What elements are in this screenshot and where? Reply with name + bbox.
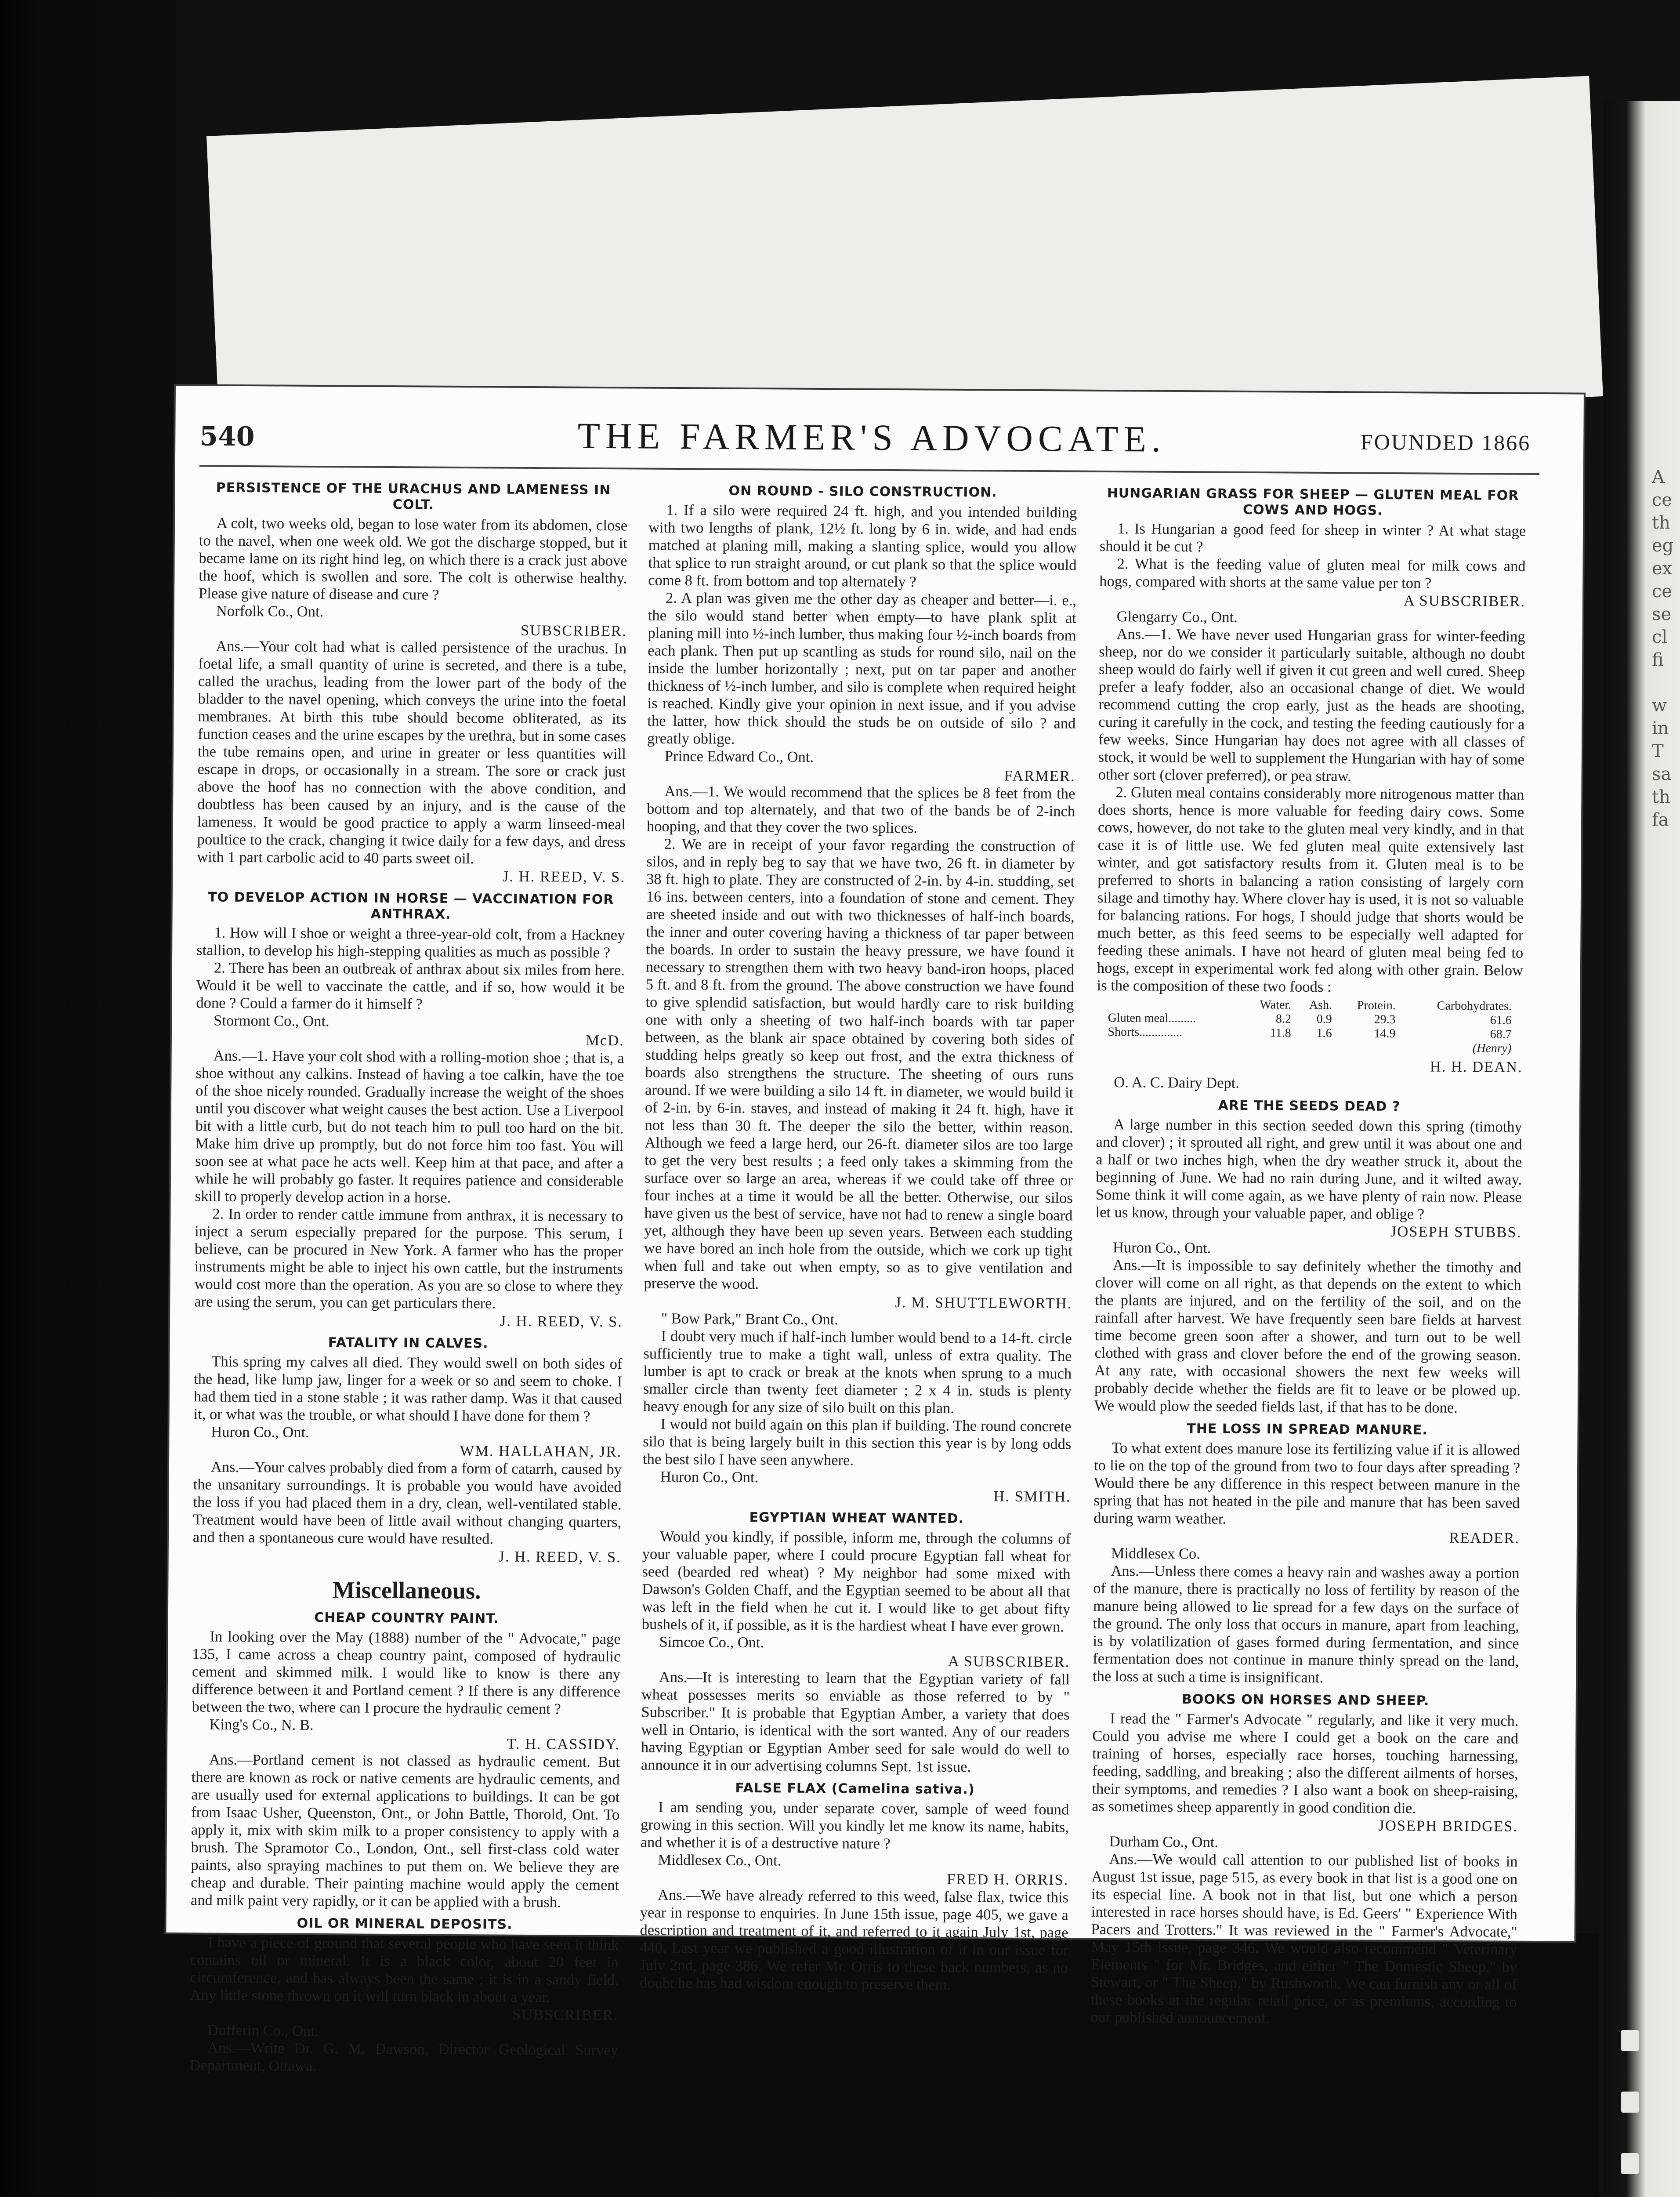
article-heading: CHEAP COUNTRY PAINT.	[314, 1610, 499, 1627]
answer-text: I would not build again on this plan if building. The round concrete silo that is being largely built in this section this year is by long odds the best silo I have seen anywhere.	[642, 1415, 1072, 1469]
article-heading: OIL OR MINERAL DEPOSITS.	[297, 1915, 513, 1932]
answer-text: Ans.—Unless there comes a heavy rain and washes away a portion of the manure, there is practically no loss of fertility by reason of the manure being allowed to lie spread for a few days on the surface of the ground. The only loss that occurs in manure, apart from leaching, is by volatilization of gases formed during fermentation, and since fermentation does not continue in manure thinly spread on the land, the loss at such a time is insignificant.	[1092, 1563, 1520, 1686]
article-heading: ARE THE SEEDS DEAD ?	[1218, 1098, 1401, 1115]
question-text: Would you kindly, if possible, inform me, through the columns of your valuable paper, where I could procure Egyptian fall wheat for seed (bearded red wheat) ? My neighbor had some mixed with Dawson's Golden Chaff, and the Egyptian seemed to be about all that was left in the field when he cut it. I would like to get about fifty bushels of it, if possible, as it is the hardiest wheat I have ever grown.	[641, 1528, 1071, 1635]
question-text: In looking over the May (1888) number of the " Advocate," page 135, I came across a cheap country paint, composed of hydraulic cement and skimmed milk. I would like to know is there any difference between it and Portland cement ? If there is any difference between the two, where can I procure the hydraulic cement ?	[192, 1628, 621, 1718]
question-text: This spring my calves all died. They would swell on both sides of the head, like lump jaw, linger for a week or so and seem to choke. I had them tied in a stone stable ; it was rather damp. Was it that caused it, or what was the trouble, or what should I have done for them ?	[193, 1353, 623, 1425]
table-cell: Gluten meal.........	[1108, 1011, 1196, 1026]
column-3	[1090, 479, 1526, 2029]
signature: READER.	[1449, 1529, 1520, 1547]
location-line: Glengarry Co., Ont.	[1116, 608, 1238, 626]
answer-text: Ans.—Portland cement is not classed as hydraulic cement. But there are known as rock or native cements are hydraulic cements, and are usually used for external applications to buildings. It can be got from Isaac Usher, Queenston, Ont., or John Battle, Thorold, Ont. To apply it, mix with skim milk to a proper consistency to apply with a brush. The Spramotor Co., London, Ont., sell first-class cold water paints, also spraying machines to put them on. We believe they are cheap and durable. Their painting machine would apply the cement and milk paint very rapidly, or it can be applied with a brush.	[190, 1751, 620, 1911]
film-sprocket-hole	[1621, 2092, 1639, 2113]
location-line: Durham Co., Ont.	[1109, 1833, 1219, 1851]
table-cell: 14.9	[1374, 1026, 1396, 1040]
answer-text: Ans.—Write Dr. G. M. Dawson, Director Geological Survey Department, Ottawa.	[189, 2039, 618, 2075]
location-line: Dufferin Co., Ont.	[207, 2022, 319, 2040]
adjacent-page-edge	[1604, 101, 1680, 2197]
table-cell: 68.7	[1490, 1027, 1512, 1041]
location-line: Stormont Co., Ont.	[214, 1012, 329, 1030]
article-heading: FATALITY IN CALVES.	[328, 1335, 489, 1352]
newspaper-page	[166, 386, 1583, 2075]
column-1	[190, 474, 628, 2077]
question-text: I read the " Farmer's Advocate " regularly, and like it very much. Could you advise me where I could get a book on the care and training of horses, especially race horses, touching harnessing, feeding, saddling, and breaking ; also the different ailments of horses, their symptoms, and remedies ? I also want a book on sheep-raising, as sometimes sheep apparently in good condition die.	[1092, 1710, 1519, 1817]
signature: WM. HALLAHAN, JR.	[460, 1442, 622, 1461]
question-text: 1. Is Hungarian a good feed for sheep in winter ? At what stage should it be cut ?	[1099, 520, 1526, 555]
founded-note: FOUNDED 1866	[1360, 429, 1531, 455]
signature: J. M. SHUTTLEWORTH.	[895, 1294, 1072, 1312]
adjacent-page-text: A ce th eg ex ce se cl fi w in T sa th fa	[1652, 467, 1674, 830]
table-cell: 1.6	[1316, 1026, 1332, 1040]
answer-text: Ans.—It is interesting to learn that the Egyptian variety of fall wheat possesses merits so enviable as those referred to by " Subscriber." It is probable that Egyptian Amber, a variety that does well in Ontario, is identical with the sort wanted. Any of our readers having Egyptian or Egyptian Amber seed for sale would do well to announce it in our advertising columns Sept. 1st issue.	[641, 1668, 1070, 1776]
signature: J. H. REED, V. S.	[498, 1548, 621, 1566]
table-header	[1105, 997, 1241, 1012]
feed-composition-table	[1105, 997, 1514, 1056]
answer-text: Ans.—Your calves probably died from a form of catarrh, caused by the unsanitary surroundings. It is probable you would have avoided the loss if you had placed them in a dry, clean, well-ventilated stable. Treatment would have been of little avail without changing quarters, and then a spontaneous cure would have resulted.	[192, 1458, 622, 1548]
answer-text: 2. Gluten meal contains considerably more nitrogenous matter than does shorts, hence is more valuable for feeding dairy cows. Some cows, however, do not take to the gluten meal very kindly, and in that case it is of little use. We fed gluten meal quite extensively last winter, and got satisfactory results from it. Gluten meal is to be preferred to shorts in balancing a ration consisting of largely corn silage and timothy hay. Where clover hay is used, it is not so valuable for balancing rations. For hogs, I should judge that shorts would be much better, as this feed seems to be especially well adapted for feeding these animals. I have not heard of gluten meal being fed to hogs, except in experimental work fed along with other grain. Below is the composition of these two foods :	[1097, 784, 1524, 996]
column-2	[640, 477, 1077, 1994]
answer-text: 2. In order to render cattle immune from anthrax, it is necessary to inject a serum especially prepared for the purpose. This serum, I believe, can be procured in New York. A farmer who has the proper instruments might be able to inject his own cattle, but the instruments would cost more than the operation. As you are so close to where they are using the serum, you can get particulars there.	[194, 1205, 623, 1312]
question-text: I am sending you, under separate cover, sample of weed found growing in this section. Will you kindly let me know its name, habits, and whether it is of a destructive nature ?	[640, 1798, 1069, 1852]
signature: H. H. DEAN.	[1430, 1058, 1523, 1076]
answer-text: Ans.—It is impossible to say definitely whether the timothy and clover will come on all right, as that depends on the extent to which the plants are injured, and on the fertility of the soil, and on the rainfall after harvest. We have frequently seen bare fields at harvest time become green soon after a shower, and turn out to be well clothed with grass and clover before the end of the growing season. At any rate, with occasional showers the next few weeks will probably decide whether the fields are fit to leave or be plowed up. We would plow the seeded fields last, if that has to be done.	[1094, 1257, 1521, 1416]
masthead	[199, 412, 1544, 469]
signature: SUBSCRIBER.	[512, 2006, 619, 2024]
article-heading: EGYPTIAN WHEAT WANTED.	[749, 1510, 964, 1527]
question-text: To what extent does manure lose its fertilizing value if it is allowed to lie on the top of the ground from two to four days after spreading ? Would there be any difference in this respect between manure in the spring that has not heated in the pile and manure that has been saved during warm weather.	[1093, 1439, 1521, 1527]
article-heading: TO DEVELOP ACTION IN HORSE — VACCINATION FOR ANTHRAX.	[208, 889, 614, 922]
signature: A SUBSCRIBER.	[948, 1653, 1070, 1671]
article-heading: ON ROUND - SILO CONSTRUCTION.	[728, 483, 997, 500]
table-note: (Henry)	[1472, 1041, 1512, 1055]
answer-text: Ans.—We have already referred to this weed, false flax, twice this year in response to enquiries. In June 15th issue, page 405, we gave a description and treatment of it, and referred to it again July 1st, page 440. Last year we published a good illustration of it in our issue for July 2nd, page 386. We refer Mr. Orris to these back numbers, as no doubt he has had wisdom enough to preserve them.	[639, 1886, 1069, 1993]
newspaper-title: THE FARMER'S ADVOCATE.	[577, 415, 1166, 460]
signature: J. H. REED, V. S.	[502, 868, 626, 886]
answer-text: Ans.—1. We have never used Hungarian grass for winter-feeding sheep, nor do we consider it particularly suitable, although no doubt sheep would do fairly well if given it cut green and well cured. Sheep prefer a leafy fodder, also an occasional change of diet. We would recommend cutting the crop early, just as the heads are shooting, curing it carefully in the cock, and testing the feeding cautiously for a few weeks. Since Hungarian hay does not agree with all classes of stock, it would be well to supplement the Hungarian with hay of some other sort (clover preferred), or pea straw.	[1098, 626, 1525, 785]
location-line: Middlesex Co., Ont.	[658, 1851, 782, 1869]
signature: T. H. CASSIDY.	[507, 1735, 620, 1753]
article-heading: PERSISTENCE OF THE URACHUS AND LAMENESS IN COLT.	[216, 480, 611, 513]
table-cell: 0.9	[1316, 1012, 1332, 1026]
question-text: 2. What is the feeding value of gluten meal for milk cows and hogs, compared with shorts at the same value per ton ?	[1099, 555, 1526, 592]
film-sprocket-hole	[1621, 2153, 1639, 2174]
table-row	[1105, 1025, 1514, 1042]
signature: FARMER.	[1004, 767, 1075, 785]
film-sprocket-hole	[1621, 2030, 1639, 2051]
answer-text: Ans.—We would call attention to our published list of books in August 1st issue, page 515, as every book in that list is a good one on its especial line. A book not in that list, but one which a person interested in race horses should have, is Ed. Geers' " Experience With Pacers and Trotters." It was reviewed in the " Farmer's Advocate," May 15th issue, page 346. We would also recommend " Veterinary Elements " for Mr. Bridges, and either " The Domestic Sheep," by Stewart, or " The Sheep," by Rushworth. We can furnish any or all of these books at the regular retail price, or as premiums, according to our published announcement.	[1090, 1851, 1518, 2027]
location-line: Huron Co., Ont.	[1112, 1239, 1211, 1257]
article-heading: BOOKS ON HORSES AND SHEEP.	[1182, 1692, 1430, 1709]
signature: J. H. REED, V. S.	[500, 1312, 623, 1331]
location-line: Huron Co., Ont.	[660, 1468, 759, 1486]
signature: McD.	[586, 1032, 625, 1049]
signature: H. SMITH.	[993, 1488, 1071, 1505]
signature: JOSEPH STUBBS.	[1390, 1223, 1522, 1241]
location-line: O. A. C. Dairy Dept.	[1114, 1074, 1240, 1091]
answer-text: I doubt very much if half-inch lumber would bend to a 14-ft. circle sufficiently true to make a tight wall, unless of extra quality. The lumber is apt to crack or break at the knots when sprung to a much smaller circle than twenty feet diameter ; 2 x 4 in. studs is plenty heavy enough for any size of silo built on this plan.	[643, 1327, 1072, 1417]
location-line: " Bow Park," Brant Co., Ont.	[661, 1310, 839, 1328]
answer-text: Ans.—Your colt had what is called persistence of the urachus. In foetal life, a small quantity of urine is secreted, and there is a tube, called the urachus, leading from the lower part of the body of the bladder to the navel opening, which conveys the urine into the foetal membranes. At birth this tube should become obliterated, as its function ceases and the urine escapes by the urethra, but in some cases the tube remains open, and urine in greater or less quantities will escape in drops, or occasionally in a stream. The sore or crack just above the hoof has no connection with the above condition, and doubtless has been caused by an injury, and is the cause of the lameness. It would be good practice to apply a warm linseed-meal poultice to the crack, changing it twice daily for a few days, and dress with 1 part carbolic acid to 40 parts sweet oil.	[197, 638, 627, 867]
table-cell: 11.8	[1270, 1026, 1291, 1040]
page-number: 540	[199, 421, 255, 453]
question-text: A colt, two weeks old, began to lose water from its abdomen, close to the navel, when one week old. We got the discharge stopped, but it became lame on its right hind leg, on which there is a crack just above the hoof, which is swollen and sore. The colt is otherwise healthy. Please give nature of disease and cure ?	[198, 515, 628, 603]
question-text: 2. A plan was given me the other day as cheaper and better—i. e., the silo would stand better when empty—to have plank split at planing mill into ½-inch lumber, thus making four ½-inch boards from each plank. Then put up scantling as studs for round silo, nail on the inside the lumber horizontally ; next, put on tar paper and another thickness of ½-inch lumber, and silo is complete when required height is reached. Kindly give your opinion in next issue, and if you advise the latter, how thick should the studs be on outside of silo ? and greatly oblige.	[647, 589, 1077, 747]
location-line: Middlesex Co.	[1111, 1545, 1201, 1563]
section-heading: Miscellaneous.	[332, 1577, 481, 1604]
article-heading: THE LOSS IN SPREAD MANURE.	[1187, 1421, 1428, 1438]
signature: FRED H. ORRIS.	[946, 1871, 1069, 1889]
signature: SUBSCRIBER.	[520, 622, 627, 640]
question-text: 1. If a silo were required 24 ft. high, and you intended building with two lengths of plank, 12½ ft. long by 6 in. wide, and had ends matched at planing mill, making a slanting splice, would you allow that splice to run straight around, or cut plank so that the splice would come 8 ft. from bottom and top alternately ?	[648, 501, 1077, 591]
table-cell: 29.3	[1374, 1012, 1396, 1026]
question-text: A large number in this section seeded down this spring (timothy and clover) ; it sprouted all right, and grew until it was about one and a half or two inches high, when the dry weather struck it, about the beginning of June. We had no rain during June, and it wilted away. Some think it will come again, as we have plenty of rain now. Please let us know, through your valuable paper, and oblige ?	[1095, 1116, 1522, 1223]
article-heading: FALSE FLAX (Camelina sativa.)	[735, 1780, 975, 1798]
table-row	[1105, 1039, 1514, 1056]
table-header: Water.	[1260, 998, 1292, 1012]
answer-text: 2. We are in receipt of your favor regarding the construction of silos, and in reply beg to say that we have two, 26 ft. in diameter by 38 ft. high to plate. They are constructed of 2-in. by 4-in. studding, set 16 ins. between centers, into a foundation of stone and cement. They are sheeted inside and out with two thicknesses of half-inch boards, the inner and outer covering having a thickness of tar paper between the boards. In order to sustain the heavy pressure, we have found it necessary to strengthen them with two heavy band-iron hoops, placed 5 ft. and 8 ft. from the ground. The above construction we have found to give splendid satisfaction, but would hardly care to risk building one with only a sheeting of two half-inch boards with tar paper between, as the blank air space obtained by covering both sides of studding helps greatly so keep out frost, and the extra thickness of boards also strengthens the structure. The sheeting of ours runs around. If we were building a silo 14 ft. in diameter, we would build it of 2-in. by 6-in. staves, and instead of making it 24 ft. high, have it not less than 30 ft. The deeper the silo the better, within reason. Although we feed a large herd, our 26-ft. diameter silos are too large to get the very best results ; a feed only takes a skimming from the surface over so large an area, whereas if we could take off three or four inches at a time it would be all the better. Otherwise, our silos have given us the best of service, have not had to renew a single board yet, although they have been up seven years. Between each studding we have bored an inch hole from the outside, which we cork up tight when full and take out when empty, so as to give ventilation and preserve the wood.	[644, 835, 1075, 1293]
table-cell: Shorts..............	[1108, 1025, 1183, 1040]
answer-text: Ans.—1. Have your colt shod with a rolling-motion shoe ; that is, a shoe without any calkins. Instead of having a toe calkin, have the toe of the shoe nicely rounded. Gradually increase the weight of the shoes until you discover what weight causes the best action. Use a Liverpool bit with a little curb, but do not teach him to pull too hard on the bit. Make him drive up promptly, but do not force him too fast. You will soon see at what pace he acts well. Keep him at that pace, and after a while he will probably go faster. It requires patience and considerable skill to properly develop action in a horse.	[195, 1047, 624, 1206]
question-text: I have a piece of ground that several people who have seen it think contains oil or mineral. It is a black color, about 20 feet in circumference, and has always been the same ; it is in a sandy field. Any little stone thrown on it will turn black in about a year.	[190, 1934, 619, 2006]
location-line: Prince Edward Co., Ont.	[664, 747, 814, 765]
signature: A SUBSCRIBER.	[1403, 592, 1526, 610]
question-text: 1. How will I shoe or weight a three-year-old colt, from a Hackney stallion, to develop his high-stepping qualities as much as possible ?	[196, 924, 625, 961]
location-line: Simcoe Co., Ont.	[659, 1633, 764, 1651]
location-line: King's Co., N. B.	[209, 1716, 314, 1733]
table-header: Carbohydrates.	[1437, 999, 1512, 1013]
answer-text: Ans.—1. We would recommend that the splices be 8 feet from the bottom and top alternately, and that two of the bands be of 2-inch hooping, and that they cover the two splices.	[646, 783, 1075, 837]
film-edge-left	[0, 0, 176, 2197]
location-line: Huron Co., Ont.	[211, 1423, 309, 1441]
table-cell: 8.2	[1275, 1012, 1292, 1026]
table-header: Protein.	[1357, 998, 1396, 1012]
question-text: 2. There has been an outbreak of anthrax about six miles from here. Would it be well to vaccinate the cattle, and if so, how would it be done ? Could a farmer do it himself ?	[196, 959, 625, 1013]
signature: JOSEPH BRIDGES.	[1378, 1817, 1518, 1835]
article-heading: HUNGARIAN GRASS FOR SHEEP — GLUTEN MEAL FOR COWS AND HOGS.	[1107, 485, 1519, 518]
location-line: Norfolk Co., Ont.	[216, 602, 324, 620]
table-header: Ash.	[1309, 998, 1332, 1012]
table-cell: 61.6	[1490, 1013, 1512, 1027]
